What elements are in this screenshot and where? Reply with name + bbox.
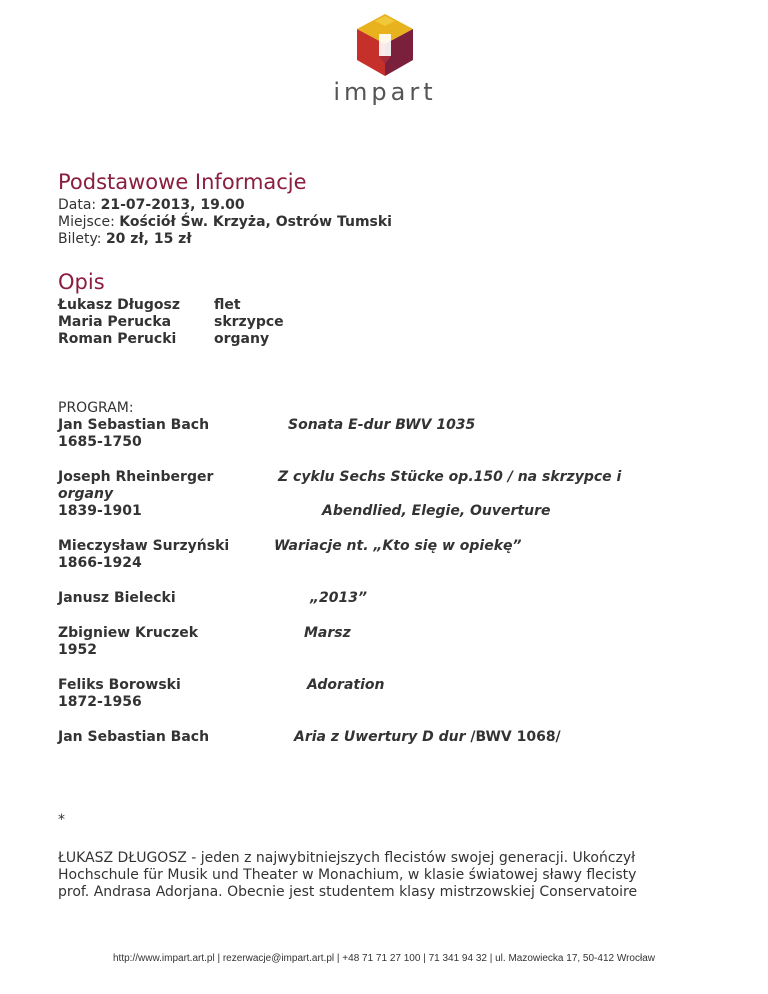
composer-dates: 1952 [58,642,97,658]
bio-line: Hochschule für Musik und Theater w Monachium, w klasie światowej sławy flecisty [58,867,637,883]
program-row [58,729,718,746]
separator-star: * [58,812,65,828]
performer-instrument: flet [214,297,241,313]
program-row [58,469,718,520]
footer-contact: http://www.impart.art.pl | rezerwacje@impart.art.pl | +48 71 71 27 100 | 71 341 94 32 | ul. Mazowiecka 17, 50-412 Wrocław [112,953,656,964]
place-line [58,214,718,231]
work-title: „2013” [310,590,367,606]
date-value: 21-07-2013, 19.00 [100,197,245,213]
info-heading: Podstawowe Informacje [58,170,307,194]
composer-dates: 1839-1901 [58,503,142,519]
program-row [58,590,718,607]
bio-line: ŁUKASZ DŁUGOSZ - jeden z najwybitniejszych flecistów swojej generacji. Ukończył [58,850,636,866]
work-subtitle: Abendlied, Elegie, Ouverture [322,503,551,519]
program-row [58,677,718,711]
work-title: Sonata E-dur BWV 1035 [288,417,476,433]
program-row [58,417,718,451]
composer [58,469,268,520]
composer-name: Feliks Borowski [58,677,181,693]
program-row [58,538,718,572]
composer-dates: 1685-1750 [58,434,142,450]
composer-name: Jan Sebastian Bach [58,729,210,745]
composer [58,538,268,572]
program-label: PROGRAM: [58,400,134,416]
work-title [294,729,561,746]
date-line [58,197,718,214]
composer [58,729,268,746]
composer [58,417,268,451]
composer [58,590,268,607]
work-title: Wariacje nt. „Kto się w opiekę” [274,538,522,554]
work-title: Z cyklu Sechs Stücke op.150 / na skrzypce i [278,469,622,485]
composer [58,625,268,659]
composer-name: Joseph Rheinberger [58,469,214,485]
composer-name: Mieczysław Surzyński [58,538,230,554]
composer-name: Jan Sebastian Bach [58,417,210,433]
impart-logo [330,14,440,106]
work-title: Adoration [307,677,385,693]
composer-name: Zbigniew Kruczek [58,625,199,641]
place-label: Miejsce: [58,214,115,230]
performers-list [58,297,718,348]
performer-instrument: skrzypce [214,314,284,330]
performer-instrument: organy [214,331,270,347]
performer-name: Łukasz Długosz [58,297,180,313]
opis-heading: Opis [58,270,105,294]
tickets-line [58,231,718,248]
bio-text [58,850,718,901]
date-label: Data: [58,197,97,213]
composer-name: Janusz Bielecki [58,590,176,606]
composer-note: organy [58,486,114,502]
brand-name: impart [333,78,437,106]
performer-name: Roman Perucki [58,331,177,347]
work-catalog: /BWV 1068/ [465,729,561,745]
place-value: Kościół Św. Krzyża, Ostrów Tumski [119,214,392,230]
work-title: Marsz [304,625,351,641]
composer-dates: 1866-1924 [58,555,142,571]
bio-line: prof. Andrasa Adorjana. Obecnie jest studentem klasy mistrzowskiej Conservatoire [58,884,638,900]
composer [58,677,268,711]
main-content [58,170,718,746]
impart-logo-icon [357,14,413,76]
composer-dates: 1872-1956 [58,694,142,710]
performer-name: Maria Perucka [58,314,172,330]
work-title-main: Aria z Uwertury D dur [294,729,466,745]
tickets-label: Bilety: [58,231,102,247]
tickets-value: 20 zł, 15 zł [105,231,192,247]
program-row [58,625,718,659]
